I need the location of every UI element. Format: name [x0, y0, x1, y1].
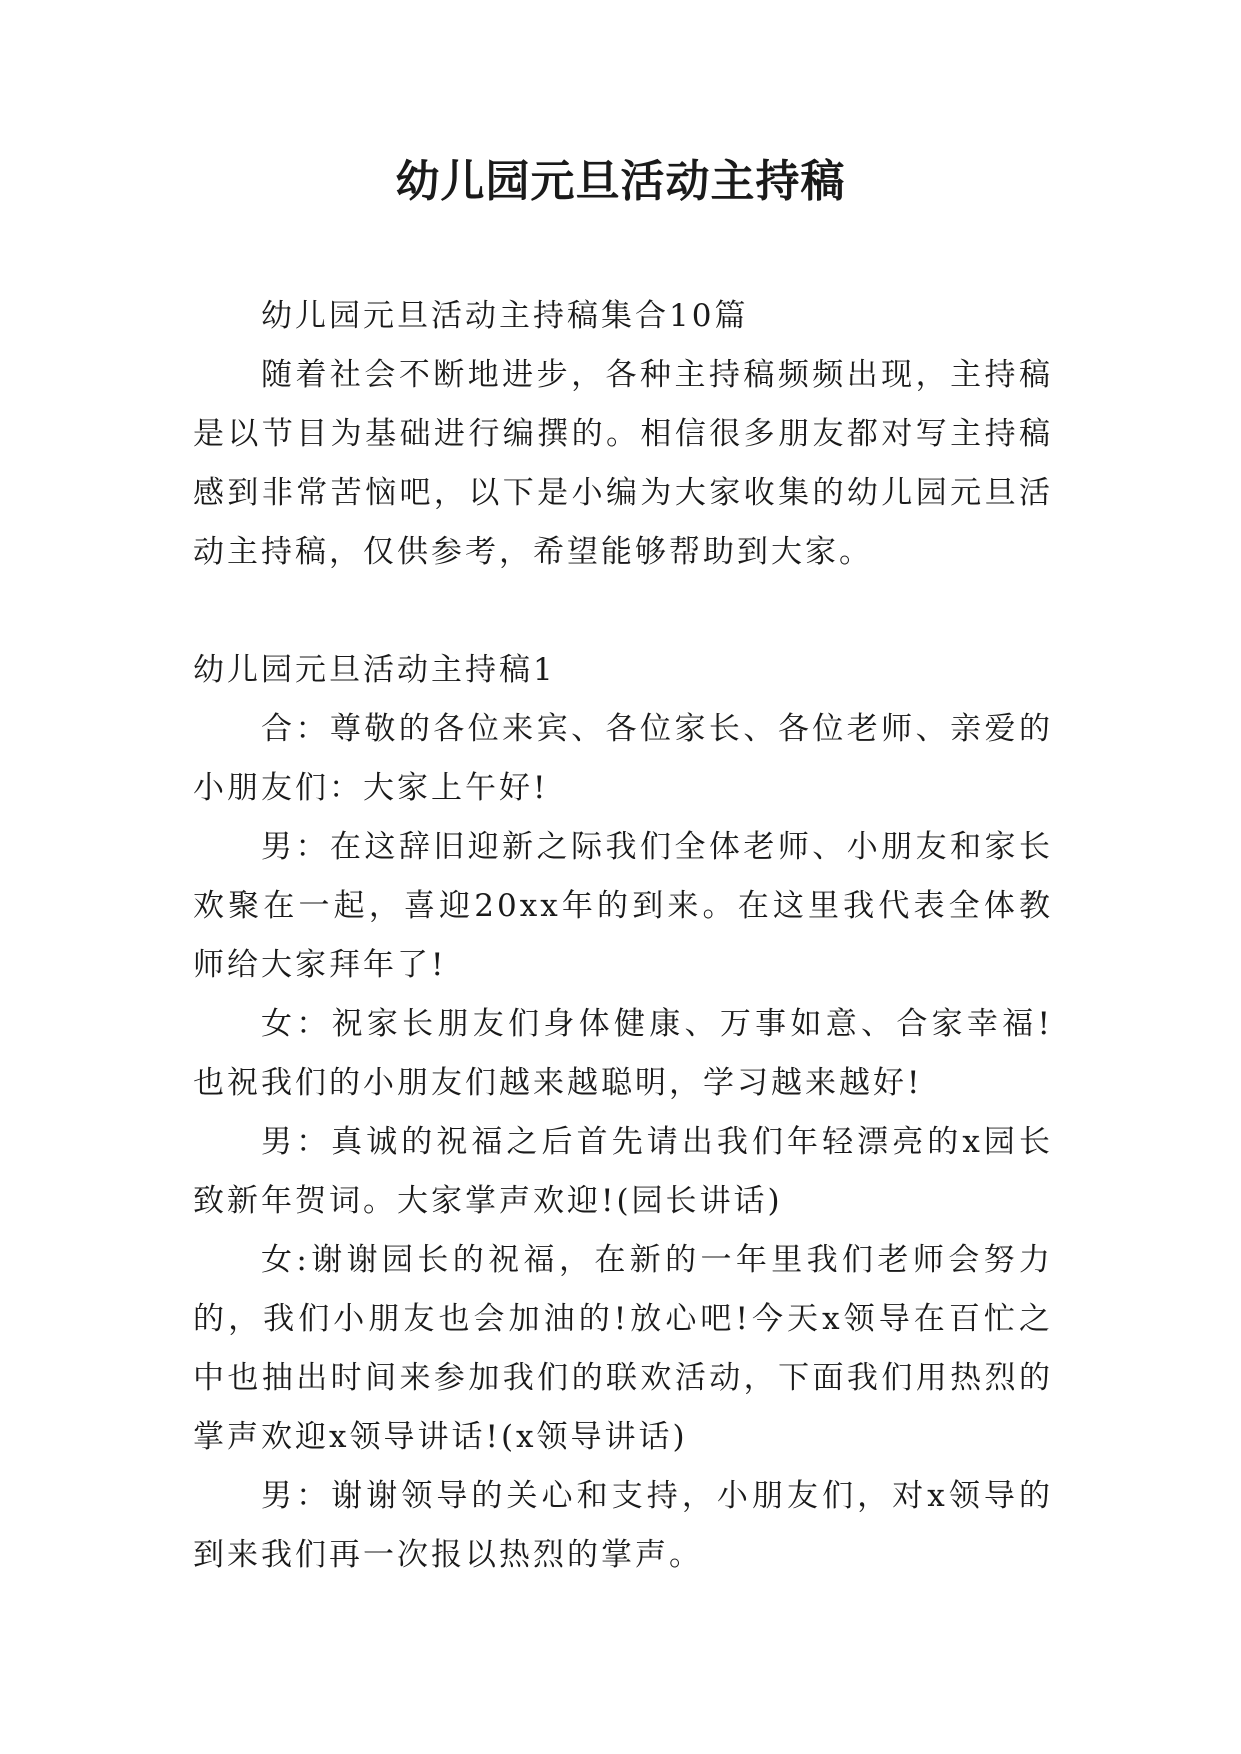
script-line: 男：真诚的祝福之后首先请出我们年轻漂亮的x园长致新年贺词。大家掌声欢迎!(园长讲话): [193, 1124, 1053, 1219]
script-line: 男：谢谢领导的关心和支持，小朋友们，对x领导的到来我们再一次报以热烈的掌声。: [193, 1478, 1053, 1573]
document-title: 幼儿园元旦活动主持稿: [395, 156, 846, 207]
collection-subtitle: 幼儿园元旦活动主持稿集合10篇: [261, 298, 749, 334]
document-body: [193, 287, 1053, 1585]
script-line: 合：尊敬的各位来宾、各位家长、各位老师、亲爱的小朋友们：大家上午好!: [193, 711, 1053, 806]
script-line: 女：祝家长朋友们身体健康、万事如意、合家幸福!也祝我们的小朋友们越来越聪明，学习越来越好!: [193, 1006, 1053, 1101]
script-line: 男：在这辞旧迎新之际我们全体老师、小朋友和家长欢聚在一起，喜迎20xx年的到来。在这里我代表全体教师给大家拜年了!: [193, 829, 1053, 983]
script-line: 女:谢谢园长的祝福，在新的一年里我们老师会努力的，我们小朋友也会加油的!放心吧!今天x领导在百忙之中也抽出时间来参加我们的联欢活动，下面我们用热烈的掌声欢迎x领导讲话!(x领导讲话): [193, 1242, 1053, 1455]
intro-paragraph: 随着社会不断地进步，各种主持稿频频出现，主持稿是以节目为基础进行编撰的。相信很多朋友都对写主持稿感到非常苦恼吧，以下是小编为大家收集的幼儿园元旦活动主持稿，仅供参考，希望能够帮助到大家。: [193, 357, 1053, 570]
section-heading: 幼儿园元旦活动主持稿1: [193, 652, 556, 688]
